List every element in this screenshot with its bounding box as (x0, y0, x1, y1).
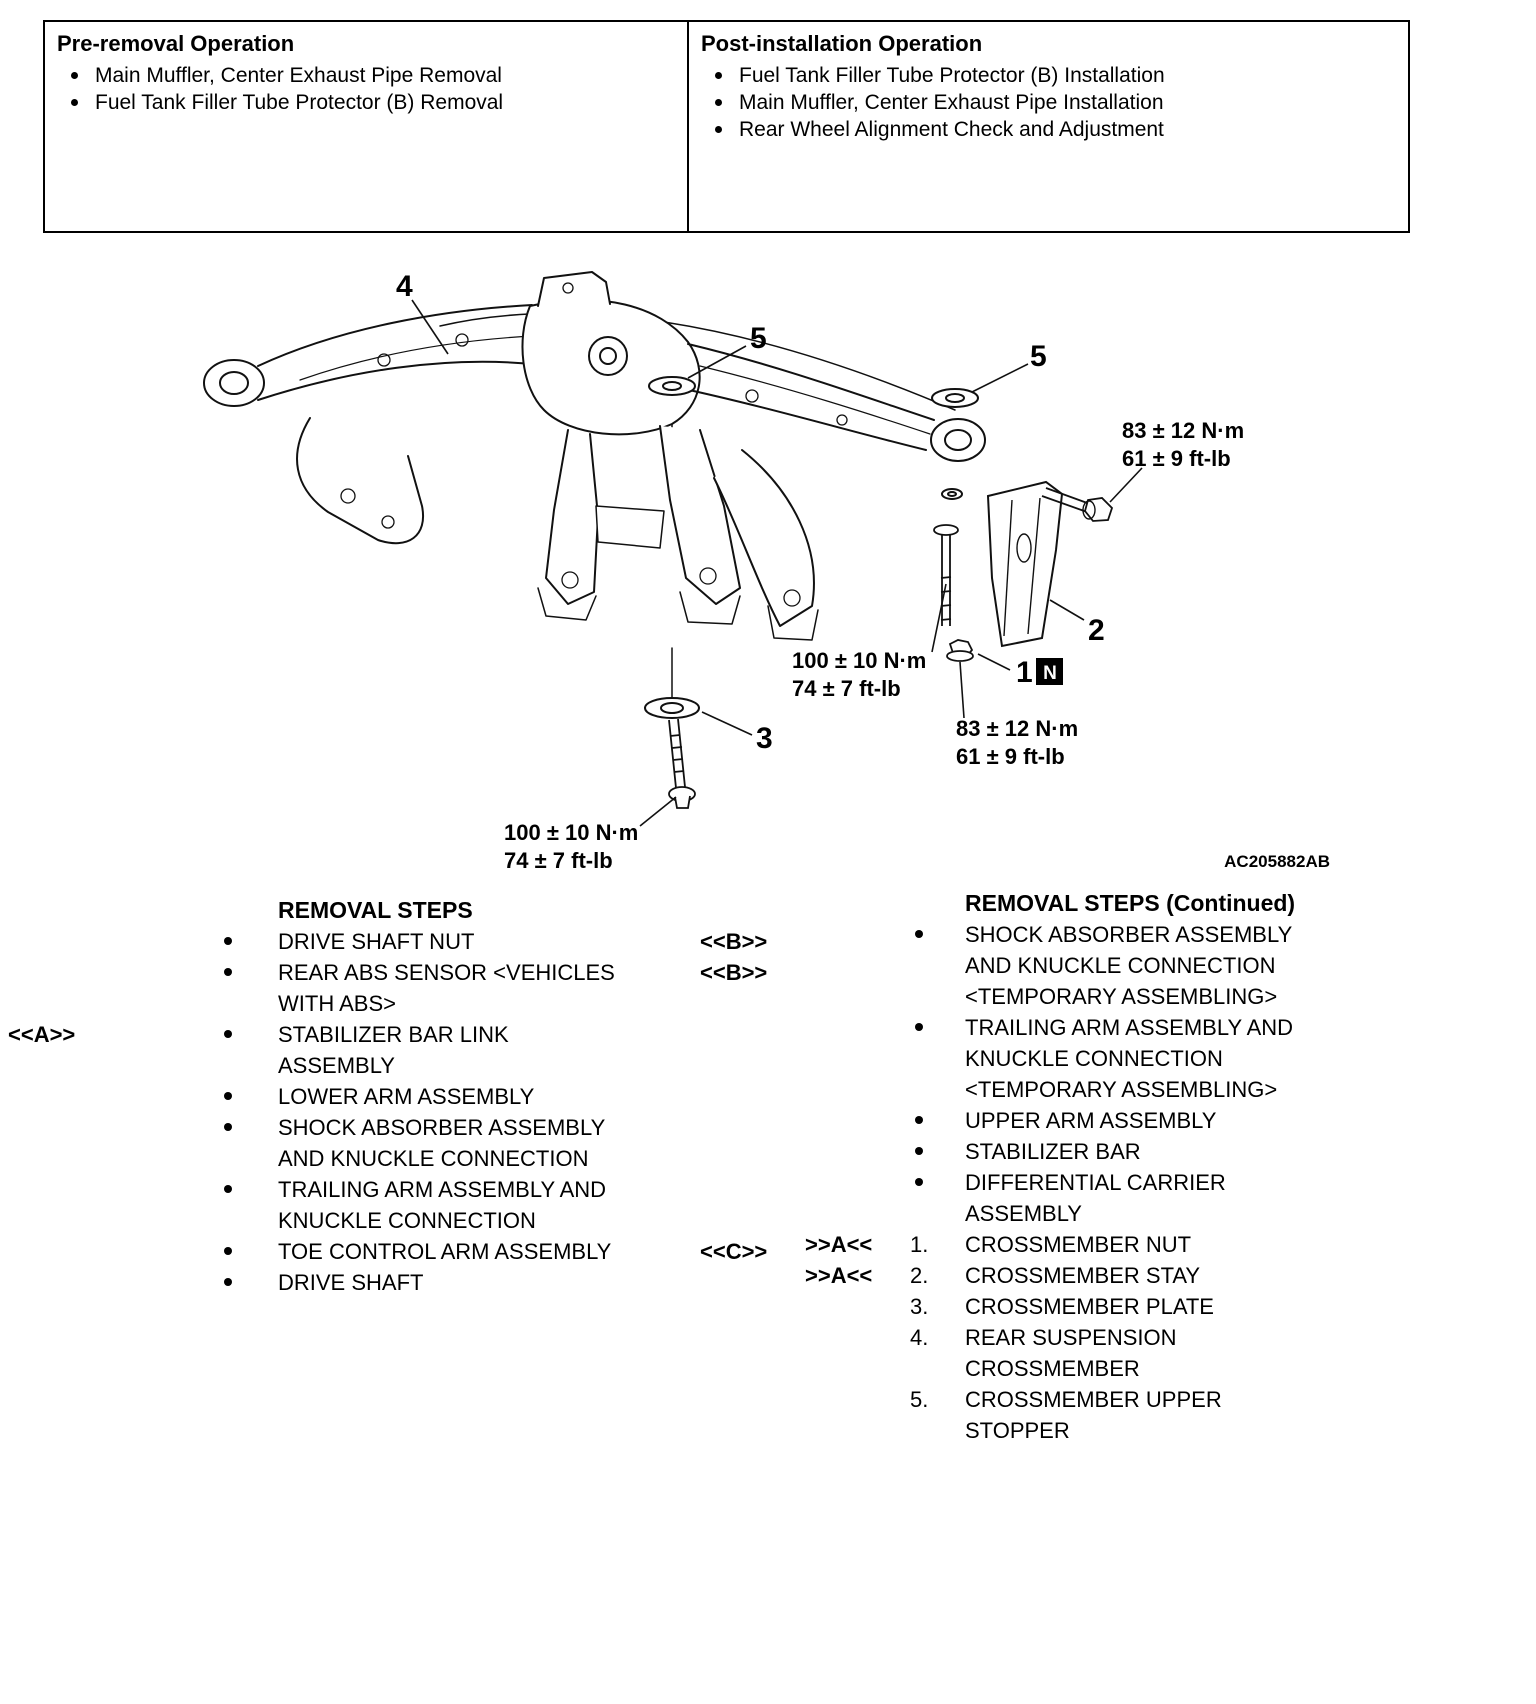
step-marker: <<C>> (700, 1239, 768, 1264)
crossmember-nut (947, 640, 973, 661)
pre-removal-item: Main Muffler, Center Exhaust Pipe Removal (57, 62, 675, 89)
bullet-dot (715, 72, 722, 79)
step-marker: <<B>> (700, 960, 768, 985)
bullet-dot (915, 1116, 923, 1124)
callout-5-right: 5 (1030, 340, 1047, 373)
torque-stay-upper-nm: 83 ± 12 N·m (1122, 418, 1245, 443)
torque-nut-nm: 83 ± 12 N·m (956, 716, 1079, 741)
step-number: 1. (910, 1232, 929, 1257)
step-shock-absorber: SHOCK ABSORBER ASSEMBLY AND KNUCKLE CONNECTION (222, 1112, 842, 1174)
step-number: 3. (910, 1294, 929, 1319)
step-crossmember-plate: 3. CROSSMEMBER PLATE (905, 1291, 1465, 1322)
post-installation-item: Main Muffler, Center Exhaust Pipe Installation (701, 89, 1396, 116)
crossmember-bolt (669, 719, 695, 808)
removal-steps-continued-title: REMOVAL STEPS (Continued) (965, 890, 1296, 916)
step-upper-arm: UPPER ARM ASSEMBLY (905, 1105, 1465, 1136)
post-installation-column (687, 22, 1408, 231)
bullet-dot (224, 1092, 232, 1100)
callout-2: 2 (1088, 614, 1105, 647)
bullet-dot (915, 1023, 923, 1031)
post-installation-title: Post-installation Operation (701, 31, 983, 56)
step-drive-shaft: DRIVE SHAFT (222, 1267, 842, 1298)
bullet-dot (224, 1278, 232, 1286)
operations-table (43, 20, 1410, 233)
bullet-dot (224, 968, 232, 976)
removal-steps-title: REMOVAL STEPS (278, 897, 473, 923)
bullet-dot (224, 937, 232, 945)
step-number: 2. (910, 1263, 929, 1288)
crossmember-stay (988, 482, 1062, 646)
callout-4: 4 (396, 270, 413, 303)
bullet-dot (715, 126, 722, 133)
step-toe-control-arm: TOE CONTROL ARM ASSEMBLY <<C>> (222, 1236, 842, 1267)
step-crossmember-nut: >>A<< 1. CROSSMEMBER NUT (905, 1229, 1465, 1260)
step-crossmember-stay: >>A<< 2. CROSSMEMBER STAY (905, 1260, 1465, 1291)
step-trailing-arm-temp: TRAILING ARM ASSEMBLY AND KNUCKLE CONNECTION <TEMPORARY ASSEMBLING> (905, 1012, 1465, 1105)
step-number: 4. (910, 1325, 929, 1350)
callout-1: 1 (1016, 656, 1033, 689)
bullet-dot (715, 99, 722, 106)
crossmember-drawing (140, 248, 1400, 888)
stay-bolt (934, 525, 958, 626)
step-stabilizer-bar-link: STABILIZER BAR LINK ASSEMBLY (222, 1019, 842, 1081)
bullet-dot (224, 1123, 232, 1131)
step-marker: >>A<< (805, 1232, 873, 1257)
bullet-dot (224, 1247, 232, 1255)
step-number: 5. (910, 1387, 929, 1412)
torque-main-bolt-nm: 100 ± 10 N·m (504, 820, 639, 845)
pre-removal-column (45, 22, 687, 231)
torque-stay-bolt-nm: 100 ± 10 N·m (792, 648, 927, 673)
bullet-dot (915, 1147, 923, 1155)
marker-a-left: <<A>> (8, 1022, 76, 1047)
bullet-dot (224, 1185, 232, 1193)
torque-main-bolt-ftlb: 74 ± 7 ft-lb (504, 848, 613, 873)
step-drive-shaft-nut: DRIVE SHAFT NUT <<B>> (222, 926, 842, 957)
removal-steps-continued-list (805, 888, 1465, 1446)
post-installation-item: Fuel Tank Filler Tube Protector (B) Installation (701, 62, 1396, 89)
upper-stopper-center (649, 377, 695, 395)
torque-stay-upper-ftlb: 61 ± 9 ft-lb (1122, 446, 1231, 471)
step-lower-arm: LOWER ARM ASSEMBLY (222, 1081, 842, 1112)
crossmember-plate (645, 698, 699, 718)
figure-code: AC205882AB (1224, 852, 1330, 871)
step-marker: >>A<< (805, 1263, 873, 1288)
step-shock-absorber-temp: SHOCK ABSORBER ASSEMBLY AND KNUCKLE CONNECTION <TEMPORARY ASSEMBLING> (905, 919, 1465, 1012)
bullet-dot (224, 1030, 232, 1038)
post-installation-item: Rear Wheel Alignment Check and Adjustment (701, 116, 1396, 143)
bullet-dot (71, 72, 78, 79)
pre-removal-title: Pre-removal Operation (57, 31, 295, 56)
step-rear-abs-sensor: REAR ABS SENSOR <VEHICLES WITH ABS> <<B>> (222, 957, 842, 1019)
torque-nut-ftlb: 61 ± 9 ft-lb (956, 744, 1065, 769)
crossmember-frame (204, 272, 985, 698)
removal-steps-list (222, 895, 842, 1298)
step-rear-suspension-crossmember: 4. REAR SUSPENSION CROSSMEMBER (905, 1322, 1465, 1384)
bullet-dot (915, 1178, 923, 1186)
stay-washer (942, 489, 962, 499)
bullet-dot (71, 99, 78, 106)
n-flag-letter: N (1043, 663, 1057, 684)
step-crossmember-upper-stopper: 5. CROSSMEMBER UPPER STOPPER (905, 1384, 1465, 1446)
crossmember-diagram (140, 248, 1400, 888)
step-trailing-arm: TRAILING ARM ASSEMBLY AND KNUCKLE CONNECTION (222, 1174, 842, 1236)
upper-stopper-right (932, 389, 978, 407)
step-stabilizer-bar: STABILIZER BAR (905, 1136, 1465, 1167)
torque-stay-bolt-ftlb: 74 ± 7 ft-lb (792, 676, 901, 701)
callout-5-center: 5 (750, 322, 767, 355)
step-marker: <<B>> (700, 929, 768, 954)
callout-3: 3 (756, 722, 773, 755)
pre-removal-item: Fuel Tank Filler Tube Protector (B) Removal (57, 89, 675, 116)
step-differential-carrier: DIFFERENTIAL CARRIER ASSEMBLY (905, 1167, 1465, 1229)
bullet-dot (915, 930, 923, 938)
